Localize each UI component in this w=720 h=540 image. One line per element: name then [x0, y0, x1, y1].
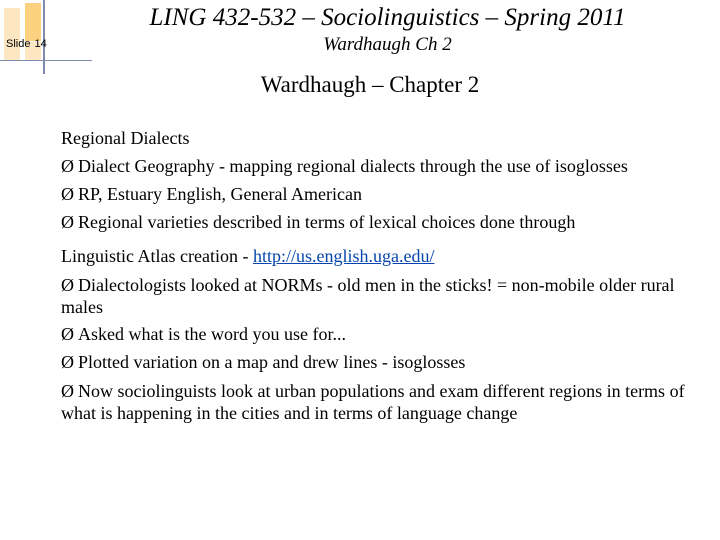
arrow-bullet-icon: Ø [61, 156, 74, 176]
bullet-item [61, 320, 706, 348]
slide-body [61, 124, 706, 426]
arrow-bullet-icon: Ø [61, 324, 74, 344]
decorative-horizontal-line [0, 60, 92, 61]
slide-number: 14 [34, 38, 47, 50]
chapter-subtitle: Wardhaugh Ch 2 [323, 34, 452, 55]
bullet-text: Asked what is the word you use for... [78, 324, 346, 344]
bullet-text: Regional varieties described in terms of lexical choices done through [78, 212, 576, 232]
bullet-text: Dialect Geography - mapping regional dialects through the use of isoglosses [78, 156, 628, 176]
bullet-item [61, 180, 706, 208]
bullet-text: RP, Estuary English, General American [78, 184, 362, 204]
arrow-bullet-icon: Ø [61, 352, 74, 372]
arrow-bullet-icon: Ø [61, 184, 74, 204]
course-title: LING 432-532 – Sociolinguistics – Spring 2011 [149, 4, 626, 31]
bullet-text: Now sociolinguists look at urban populations and exam different regions in terms of what is happening in the cities and in terms of language change [61, 381, 685, 423]
bullet-item [61, 348, 706, 376]
slide-heading: Wardhaugh – Chapter 2 [260, 72, 480, 97]
arrow-bullet-icon: Ø [61, 381, 74, 401]
bullet-text: Dialectologists looked at NORMs - old men in the sticks! = non-mobile older rural males [61, 275, 675, 317]
arrow-bullet-icon: Ø [61, 212, 74, 232]
arrow-bullet-icon: Ø [61, 275, 74, 295]
bullet-item [61, 274, 706, 318]
body-text: Linguistic Atlas creation - [61, 246, 253, 266]
body-line [61, 242, 706, 270]
slide-label-text: Slide [6, 38, 31, 50]
bullet-item [61, 208, 706, 236]
bullet-item [61, 380, 706, 424]
atlas-link[interactable]: http://us.english.uga.edu/ [252, 246, 435, 266]
bullet-item [61, 152, 706, 180]
bullet-text: Plotted variation on a map and drew lines - isoglosses [78, 352, 466, 372]
body-line: Regional Dialects [61, 128, 190, 148]
